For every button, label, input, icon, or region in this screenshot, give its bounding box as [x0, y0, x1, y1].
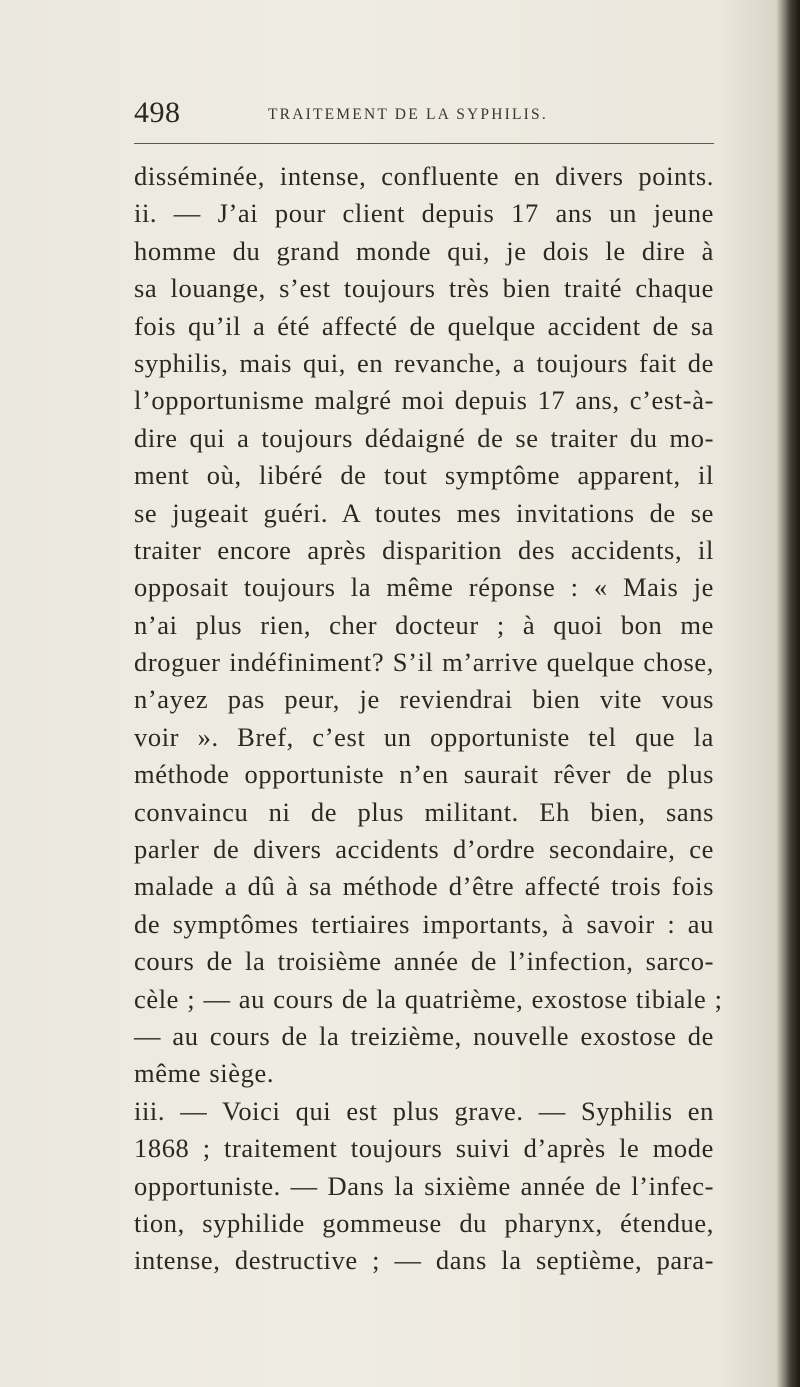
text-line: se jugeait guéri. A toutes mes invitations de se — [134, 497, 714, 528]
text-line: ii. — J’ai pour client depuis 17 ans un jeune — [134, 198, 714, 229]
running-title: TRAITEMENT DE LA SYPHILIS. — [268, 106, 548, 123]
text-line: de symptômes tertiaires importants, à savoir : au — [134, 908, 714, 939]
text-line: voir ». Bref, c’est un opportuniste tel que la — [134, 721, 714, 752]
text-line: ment où, libéré de tout symptôme apparent, il — [134, 460, 714, 491]
text-line: fois qu’il a été affecté de quelque accident de sa — [134, 310, 714, 341]
text-line: malade a dû à sa méthode d’être affecté trois fois — [134, 871, 714, 902]
text-line: iii. — Voici qui est plus grave. — Syphilis en — [134, 1095, 714, 1126]
text-line: sa louange, s’est toujours très bien traité chaque — [134, 273, 714, 304]
text-line: intense, destructive ; — dans la septième, para- — [134, 1245, 714, 1276]
page-number: 498 — [134, 96, 181, 129]
text-line: l’opportunisme malgré moi depuis 17 ans, c’est-à- — [134, 385, 714, 416]
text-line: cèle ; — au cours de la quatrième, exostose tibiale ; — [134, 983, 723, 1014]
running-head — [134, 96, 714, 140]
text-line: parler de divers accidents d’ordre secondaire, ce — [134, 834, 714, 865]
text-line: homme du grand monde qui, je dois le dire à — [134, 235, 714, 266]
text-line: même siège. — [134, 1058, 275, 1089]
text-line: 1868 ; traitement toujours suivi d’après le mode — [134, 1133, 714, 1164]
text-line: n’ai plus rien, cher docteur ; à quoi bon me — [134, 609, 714, 640]
header-rule — [134, 143, 714, 144]
text-line: syphilis, mais qui, en revanche, a toujours fait de — [134, 347, 714, 378]
text-line: traiter encore après disparition des accidents, il — [134, 534, 714, 565]
text-line: n’ayez pas peur, je reviendrai bien vite vous — [134, 684, 714, 715]
text-line: opportuniste. — Dans la sixième année de l’infec- — [134, 1170, 714, 1201]
text-line: opposait toujours la même réponse : « Mais je — [134, 572, 714, 603]
text-line: convaincu ni de plus militant. Eh bien, sans — [134, 796, 714, 827]
text-line: disséminée, intense, confluente en divers points. — [134, 161, 714, 191]
page-edge-shadow — [786, 0, 800, 1387]
text-line: droguer indéfiniment? S’il m’arrive quelque chose, — [134, 647, 714, 678]
text-line: — au cours de la treizième, nouvelle exostose de — [134, 1020, 714, 1051]
body-text — [134, 158, 723, 1280]
text-line: tion, syphilide gommeuse du pharynx, étendue, — [134, 1207, 714, 1238]
text-line: cours de la troisième année de l’infection, sarco- — [134, 946, 714, 977]
text-line: dire qui a toujours dédaigné de se traiter du mo- — [134, 422, 714, 453]
text-line: méthode opportuniste n’en saurait rêver de plus — [134, 759, 714, 790]
